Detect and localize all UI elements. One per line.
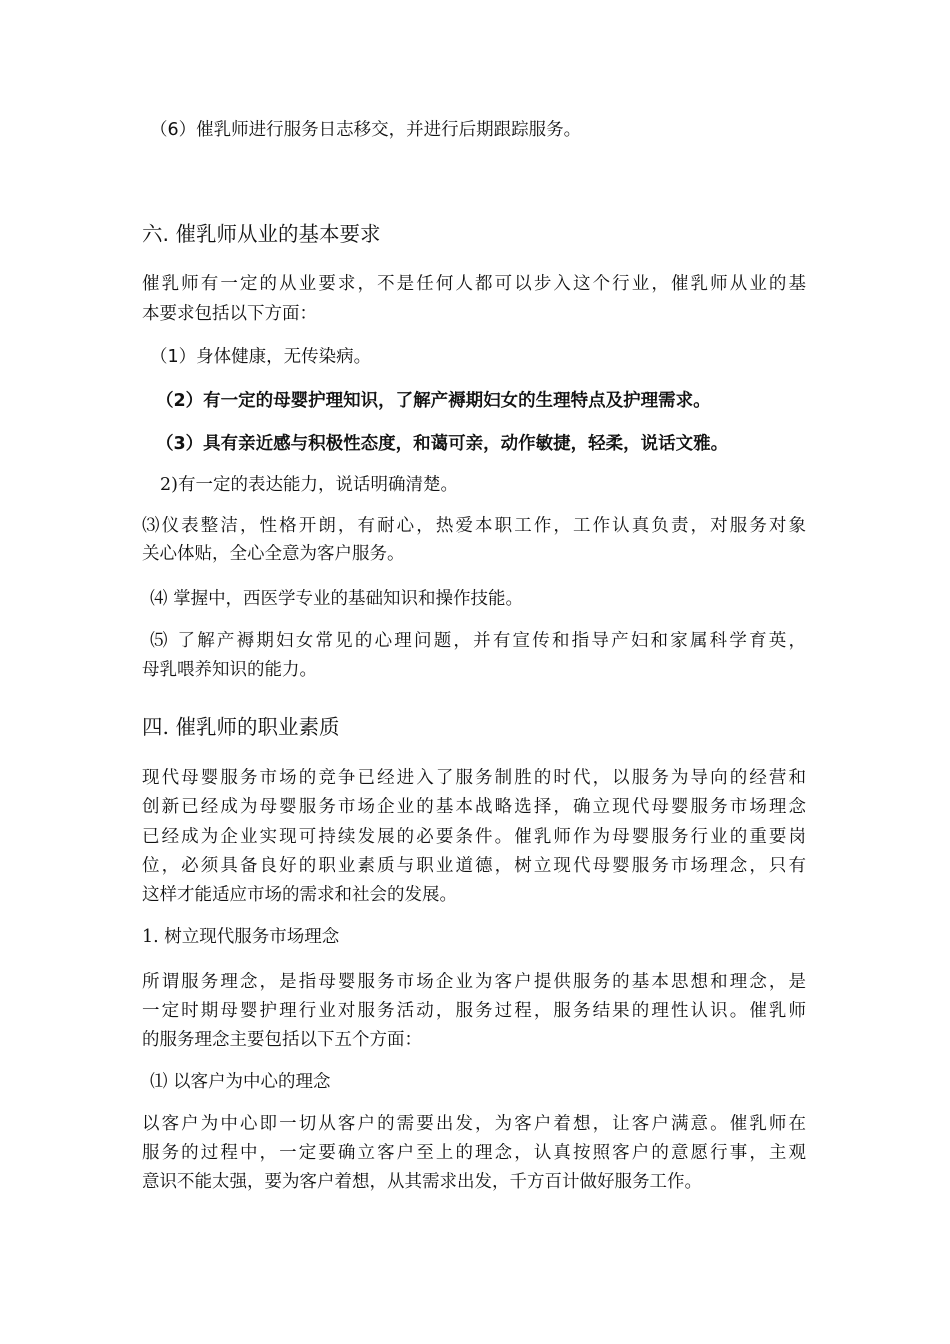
list-item: （2）有一定的母婴护理知识，了解产褥期妇女的生理特点及护理需求。: [156, 391, 711, 411]
paragraph-line: 服务的过程中，一定要确立客户至上的理念，认真按照客户的意愿行事，主观: [142, 1143, 806, 1163]
section-heading: 六. 催乳师从业的基本要求: [142, 222, 381, 246]
paragraph-line: 的服务理念主要包括以下五个方面：: [142, 1030, 422, 1050]
paragraph-line: 催乳师有一定的从业要求，不是任何人都可以步入这个行业，催乳师从业的基: [142, 274, 806, 294]
paragraph-line: 现代母婴服务市场的竞争已经进入了服务制胜的时代，以服务为导向的经营和: [142, 768, 806, 788]
paragraph-line: 本要求包括以下方面：: [142, 304, 317, 324]
paragraph-line: 创新已经成为母婴服务市场企业的基本战略选择，确立现代母婴服务市场理念: [142, 797, 806, 817]
paragraph-line: 所谓服务理念，是指母婴服务市场企业为客户提供服务的基本思想和理念，是: [142, 972, 806, 992]
paragraph-line: 关心体贴，全心全意为客户服务。: [142, 544, 405, 564]
list-item: （1）身体健康，无传染病。: [150, 347, 372, 367]
paragraph-line: 已经成为企业实现可持续发展的必要条件。催乳师作为母婴服务行业的重要岗: [142, 827, 806, 847]
list-item: ⑴ 以客户为中心的理念: [150, 1072, 331, 1092]
paragraph-line: 位，必须具备良好的职业素质与职业道德，树立现代母婴服务市场理念，只有: [142, 856, 806, 876]
paragraph-line: 意识不能太强，要为客户着想，从其需求出发，千方百计做好服务工作。: [142, 1172, 702, 1192]
paragraph-line: 这样才能适应市场的需求和社会的发展。: [142, 885, 457, 905]
list-item: （3）具有亲近感与积极性态度，和蔼可亲，动作敏捷，轻柔，说话文雅。: [156, 434, 729, 454]
paragraph-line: 母乳喂养知识的能力。: [142, 660, 317, 680]
paragraph-line: 一定时期母婴护理行业对服务活动，服务过程，服务结果的理性认识。催乳师: [142, 1001, 806, 1021]
list-item: 2)有一定的表达能力，说话明确清楚。: [160, 475, 458, 495]
paragraph-line: 以客户为中心即一切从客户的需要出发，为客户着想，让客户满意。催乳师在: [142, 1114, 806, 1134]
list-item: ⑸ 了解产褥期妇女常见的心理问题，并有宣传和指导产妇和家属科学育英，: [150, 631, 806, 651]
subsection-heading: 1. 树立现代服务市场理念: [142, 927, 340, 947]
section-heading: 四. 催乳师的职业素质: [142, 715, 340, 739]
list-item: ⑶仪表整洁，性格开朗，有耐心，热爱本职工作，工作认真负责，对服务对象: [142, 516, 806, 536]
list-item: ⑷ 掌握中，西医学专业的基础知识和操作技能。: [150, 589, 524, 609]
list-item: （6）催乳师进行服务日志移交，并进行后期跟踪服务。: [150, 120, 582, 140]
